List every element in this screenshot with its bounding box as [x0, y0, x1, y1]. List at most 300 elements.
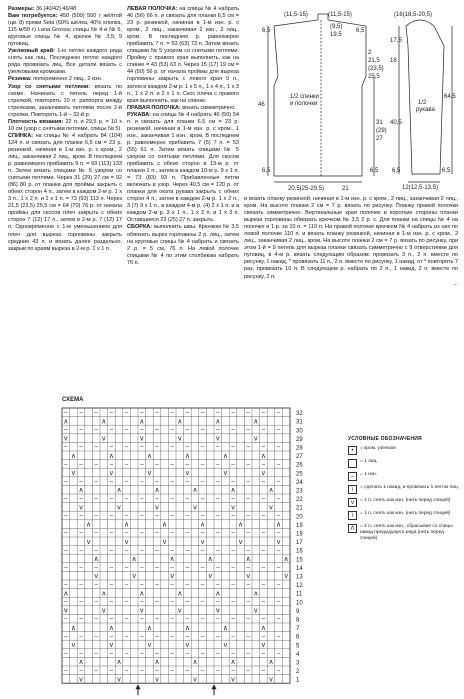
chart-symbol: ∧ — [253, 590, 259, 598]
left-paragraph — [8, 48, 122, 76]
chart-symbol: – — [246, 479, 250, 486]
chart-symbol: – — [231, 582, 235, 589]
chart-symbol: v — [162, 538, 167, 546]
chart-symbol: – — [155, 444, 159, 451]
row-number: 32 — [296, 411, 303, 418]
right-paragraph-end: ... — [453, 280, 458, 287]
chart-symbol: – — [64, 565, 68, 572]
row-number: 19 — [296, 522, 303, 529]
chart-symbol: – — [200, 444, 205, 451]
chart-symbol: – — [79, 599, 83, 606]
chart-symbol: – — [155, 599, 159, 606]
chart-symbol: ∧ — [93, 556, 99, 563]
chart-symbol: v — [238, 538, 243, 546]
left-paragraph — [8, 76, 122, 83]
middle-paragraph — [127, 224, 239, 266]
chart-symbol: – — [140, 427, 144, 434]
chart-symbol: – — [140, 582, 144, 589]
right-text-column — [244, 196, 458, 288]
chart-symbol: – — [79, 633, 83, 640]
legend — [348, 436, 460, 546]
back-outline — [274, 14, 366, 176]
chart-symbol: – — [231, 479, 235, 486]
chart-symbol: ∧ — [78, 487, 84, 495]
chart-symbol: – — [216, 513, 220, 520]
chart-symbol: – — [246, 461, 250, 468]
chart-symbol: – — [170, 565, 174, 572]
chart-symbol: ∧ — [200, 521, 206, 529]
row-number: 31 — [296, 419, 303, 426]
chart-symbol: – — [200, 616, 205, 623]
left-text-column — [8, 6, 122, 253]
chart-symbol: – — [261, 616, 266, 623]
chart-symbol: – — [79, 444, 83, 451]
left-paragraph-text: 22 п. и 29,5 р. = 10 х 10 см (узор с снятыми петлями, спицы № 5). — [8, 118, 122, 132]
chart-symbol: – — [140, 410, 144, 417]
chart-symbol: – — [261, 530, 266, 537]
chart-symbol: – — [94, 547, 98, 554]
chart-symbol: ∧ — [162, 521, 168, 529]
chart-symbol: – — [140, 633, 144, 640]
chart-symbol: ∧ — [146, 452, 152, 460]
legend-text: = 1 изн. — [360, 472, 377, 477]
chart-symbol: – — [64, 410, 68, 417]
chart-symbol: – — [94, 479, 98, 486]
chart-symbol: v — [223, 470, 228, 477]
chart-symbol: – — [261, 461, 266, 468]
chart-symbol: – — [94, 668, 98, 675]
chart-symbol: – — [94, 599, 98, 606]
chart-symbol: – — [79, 651, 83, 658]
chart-symbol: v — [79, 504, 83, 512]
left-paragraph-text: 450 (500) 550 г жёлтой (цв. 8) пряжи Seta (60% шёлка, 40% хлопка, 115 м/50 г) Lana Grossa; спицы № 4 и № 5, круговые спицы № 4, крючок № 3,5; 9 пуговиц. — [8, 13, 122, 48]
chart-symbol: – — [94, 633, 98, 640]
chart-symbol: ∧ — [268, 487, 274, 495]
chart-symbol: ∧ — [268, 659, 274, 667]
middle-paragraph-text: вязать симметрично. — [180, 104, 236, 111]
row-number: 6 — [296, 634, 300, 641]
chart-symbol: – — [231, 668, 235, 675]
back-25-5: 25,5 — [368, 74, 380, 80]
chart-symbol: v — [200, 538, 205, 546]
chart-symbol: ∧ — [276, 521, 282, 529]
chart-symbol: – — [155, 479, 159, 486]
chart-symbol: – — [216, 599, 220, 606]
chart-symbol: – — [94, 410, 98, 417]
middle-paragraph-label: ЛЕВАЯ ПОЛОЧКА: — [127, 6, 178, 12]
chart-symbol: – — [185, 530, 190, 537]
chart-symbol: – — [64, 651, 68, 658]
chart-symbol: – — [200, 582, 205, 589]
chart-symbol: – — [64, 582, 68, 589]
back-width: 20,5(25-29,5) — [288, 186, 325, 191]
chart-symbol: – — [170, 410, 174, 417]
sleeve-bottom-right: 6,5 — [442, 168, 451, 174]
middle-paragraph-text: на спицы № 4 набрать 46 (50) 54 п. и связать для планки 6,5 см = 23 р. резинкой, начиная в 1-м изн. р. с кром., 1 изн., заканчивая 1 изн., кром. В последнем р. равномерно прибавить 7 (5) 7 п. = 53 (55) 61 п. Затем вязать спицами № 5 узором со снятыми петлями. Для скосов прибавить с обеих сторон в 13-м р. от планки 1 п., затем в каждом 10-м р. 9 х 1 п. = 73 (83) 93 п. Прибавленные петли включать в узор. Через 40,5 см = 120 р. от планки для оката рукава закрыть с обеих сторон 4 п., затем в каждом 2-м р. 1 х 2 п., 3 (7) 9 х 1 п., в каждом 4-м р. (4) 2 х 1 п. и в каждом 2-м р. 3 х 1 п., 1 х 2 п. и 1 х 3 п. Оставшиеся 23 (25) 27 п. закрыть. — [127, 111, 239, 224]
chart-symbol: – — [216, 651, 220, 658]
chart-symbol: – — [140, 444, 144, 451]
legend-item — [348, 446, 460, 455]
legend-item — [348, 485, 460, 494]
chart-symbol: – — [94, 496, 98, 503]
middle-paragraph-label: ПРАВАЯ ПОЛОЧКА: — [127, 104, 181, 111]
row-number: 5 — [296, 643, 300, 650]
repeat-arrow — [212, 684, 217, 689]
chart-symbol: v — [170, 573, 174, 581]
chart-symbol: – — [231, 547, 235, 554]
chart-symbol: v — [102, 607, 106, 615]
chart-symbol: ∧ — [124, 521, 130, 529]
chart-symbol: – — [276, 496, 281, 503]
back-shoulder-left: 6,5 — [262, 28, 271, 34]
chart-symbol: – — [276, 427, 281, 434]
chart-symbol: – — [170, 513, 174, 520]
chart-symbol: – — [200, 496, 205, 503]
chart-symbol: – — [79, 410, 83, 417]
chart-symbol: – — [94, 461, 98, 468]
sleeve-40-5: 40,5 — [390, 120, 402, 126]
chart-symbol: v — [208, 573, 212, 581]
chart-symbol: – — [155, 616, 159, 623]
chart-symbol: – — [246, 444, 250, 451]
chart-symbol: – — [94, 444, 98, 451]
chart-symbol: – — [94, 582, 98, 589]
chart-symbol: – — [261, 599, 266, 606]
chart-symbol: – — [140, 547, 144, 554]
chart-symbol: – — [79, 530, 83, 537]
legend-text: = 1 п. снять как изн., сбрасывая со спицы накид предыдущего ряда (нить перед спицей) — [360, 524, 453, 541]
chart-symbol: – — [185, 668, 190, 675]
legend-symbol — [348, 459, 357, 468]
chart-symbol: – — [140, 599, 144, 606]
chart-symbol: v — [109, 642, 114, 649]
row-number: 3 — [296, 660, 300, 667]
row-number: 24 — [296, 479, 303, 486]
chart-symbol: – — [79, 668, 83, 675]
chart-symbol: – — [185, 496, 190, 503]
row-number: 4 — [296, 651, 300, 658]
sleeve-outline — [406, 20, 444, 174]
sleeve-bottom-left: 6,5 — [392, 168, 401, 174]
chart-symbol: ∧ — [238, 521, 244, 529]
sleeve-mid: 1/2 — [418, 100, 427, 106]
chart-symbol: – — [155, 668, 159, 675]
chart-symbol: – — [185, 461, 190, 468]
chart-symbol: – — [276, 616, 281, 623]
chart-symbol: – — [261, 565, 266, 572]
chart-symbol: – — [64, 427, 68, 434]
back-23-5: (23,5) — [368, 66, 384, 72]
left-paragraph-label: Размеры: — [8, 6, 35, 12]
chart-symbol: – — [170, 479, 174, 486]
chart-symbol: v — [64, 435, 68, 443]
chart-symbol: – — [79, 513, 83, 520]
chart-symbol: – — [276, 530, 281, 537]
chart-symbol: ∧ — [116, 487, 122, 495]
chart-symbol: ∧ — [177, 590, 183, 598]
chart-symbol: – — [64, 633, 68, 640]
chart-symbol: – — [200, 479, 205, 486]
chart-symbol: – — [216, 530, 220, 537]
chart-symbol: ∧ — [215, 418, 221, 426]
repeat-arrow — [136, 684, 141, 689]
chart-symbol: – — [261, 427, 266, 434]
chart-symbol: ∧ — [116, 659, 122, 667]
chart-symbol: – — [246, 668, 250, 675]
chart-symbol: – — [246, 616, 250, 623]
chart-symbol: v — [269, 504, 273, 512]
sleeve-18: 18 — [390, 58, 397, 64]
chart-symbol: – — [124, 461, 129, 468]
chart-symbol: – — [200, 513, 205, 520]
row-number: 17 — [296, 540, 303, 547]
chart-symbol: – — [276, 599, 281, 606]
chart-symbol: – — [185, 444, 190, 451]
chart-symbol: – — [140, 479, 144, 486]
chart-symbol: – — [155, 461, 159, 468]
chart-symbol: – — [170, 582, 174, 589]
knitting-chart — [60, 406, 322, 696]
chart-symbol: v — [261, 642, 266, 649]
chart-symbol: v — [178, 435, 182, 443]
legend-title: УСЛОВНЫЕ ОБОЗНАЧЕНИЯ — [348, 436, 422, 442]
legend-symbol: \ — [348, 511, 357, 520]
chart-symbol: v — [231, 504, 235, 512]
chart-symbol: – — [79, 496, 83, 503]
legend-items — [348, 446, 460, 542]
back-right-width: 21 — [342, 186, 349, 191]
chart-symbol: ∧ — [63, 418, 69, 426]
row-number: 22 — [296, 497, 303, 504]
chart-symbol: ∧ — [169, 556, 175, 563]
back-46: 46 — [258, 102, 265, 108]
chart-symbol: v — [155, 676, 159, 684]
sleeve-length: 64,5 — [444, 94, 456, 100]
chart-symbol: – — [231, 461, 235, 468]
chart-symbol: – — [79, 565, 83, 572]
row-number: 28 — [296, 445, 303, 452]
left-paragraph-label: Узелковый край: — [8, 48, 55, 55]
chart-symbol: – — [200, 651, 205, 658]
chart-symbol: v — [71, 642, 76, 649]
chart-symbol: v — [147, 470, 152, 477]
chart-symbol: – — [200, 427, 205, 434]
chart-symbol: – — [261, 582, 266, 589]
chart-symbol: – — [155, 427, 159, 434]
chart-symbol: – — [170, 427, 174, 434]
chart-symbol: – — [109, 668, 114, 675]
chart-symbol: – — [276, 668, 281, 675]
back-neck-label: (9,5) — [330, 24, 343, 30]
middle-paragraph — [127, 112, 239, 225]
back-label-1: 1/2 спинки — [290, 94, 319, 100]
chart-symbol: ∧ — [101, 418, 107, 426]
chart-symbol: – — [109, 547, 114, 554]
chart-symbol: ∧ — [63, 590, 69, 598]
chart-symbol: – — [64, 547, 68, 554]
chart-symbol: v — [185, 642, 190, 649]
chart-symbol: v — [193, 676, 197, 684]
chart-symbol: – — [109, 565, 114, 572]
chart-symbol: – — [109, 496, 114, 503]
chart-symbol: ∧ — [177, 418, 183, 426]
chart-symbol: v — [147, 642, 152, 649]
chart-symbol: – — [246, 633, 250, 640]
chart-symbol: ∧ — [184, 452, 190, 460]
back-21-5: 21,5 — [368, 58, 380, 64]
chart-symbol: v — [79, 676, 83, 684]
chart-symbol: v — [117, 676, 121, 684]
chart-symbol: – — [276, 651, 281, 658]
row-number: 7 — [296, 626, 300, 633]
chart-symbol: – — [124, 427, 129, 434]
chart-symbol: – — [140, 496, 144, 503]
chart-symbol: – — [124, 444, 129, 451]
chart-symbol: – — [185, 616, 190, 623]
chart-symbol: – — [124, 599, 129, 606]
left-paragraph — [8, 133, 122, 253]
chart-symbol: – — [185, 582, 190, 589]
left-paragraph — [8, 119, 122, 133]
chart-symbol: – — [64, 444, 68, 451]
row-number: 20 — [296, 514, 303, 521]
back-shoulder-right: 6,5 — [356, 28, 365, 34]
chart-symbol: v — [193, 504, 197, 512]
chart-symbol: – — [109, 479, 114, 486]
back-31: 31 — [376, 120, 383, 126]
chart-symbol: – — [109, 651, 114, 658]
chart-symbol: – — [124, 668, 129, 675]
chart-symbol: ∧ — [192, 659, 198, 667]
chart-symbol: – — [231, 444, 235, 451]
middle-paragraph-label: РУКАВА: — [127, 111, 151, 118]
chart-symbol: – — [185, 410, 190, 417]
chart-symbol: ∧ — [230, 487, 236, 495]
chart-symbol: v — [223, 642, 228, 649]
row-number: 16 — [296, 548, 303, 555]
chart-symbol: – — [124, 530, 129, 537]
middle-paragraph — [127, 6, 239, 105]
chart-symbol: – — [185, 479, 190, 486]
chart-symbol: – — [216, 496, 220, 503]
chart-symbol: – — [231, 651, 235, 658]
chart-symbol: – — [246, 530, 250, 537]
chart-symbol: – — [170, 530, 174, 537]
chart-symbol: v — [276, 538, 281, 546]
chart-symbol: – — [231, 427, 235, 434]
chart-symbol: v — [109, 470, 114, 477]
chart-symbol: – — [124, 496, 129, 503]
left-paragraph-text: 36 (40/42) 46/48 — [34, 6, 77, 12]
chart-symbol: – — [200, 668, 205, 675]
chart-symbol: – — [109, 530, 114, 537]
left-paragraph-text: вязать по схеме. Начинать с петель перед 1-й стрелкой, повторять 10 п. раппорта между стрелками, заканчивать петлями после 2-й стрелки. Повторять 1-й – 32-й р. — [8, 83, 122, 118]
chart-symbol: ∧ — [70, 452, 76, 460]
chart-symbol: – — [124, 651, 129, 658]
chart-symbol: – — [246, 496, 250, 503]
chart-symbol: – — [124, 410, 129, 417]
row-number: 8 — [296, 617, 300, 624]
chart-symbol: – — [276, 547, 281, 554]
chart-symbol: – — [124, 513, 129, 520]
back-top-label: (11,5-15) — [328, 12, 352, 18]
legend-text: = 1 лиц. — [360, 459, 378, 464]
middle-paragraph — [127, 105, 239, 112]
chart-symbol: – — [276, 479, 281, 486]
chart-symbol: – — [185, 565, 190, 572]
sleeve-mid2: рукава — [416, 107, 435, 113]
row-number: 9 — [296, 608, 300, 615]
chart-symbol: – — [231, 565, 235, 572]
legend-symbol: Λ — [348, 524, 357, 533]
chart-symbol: ∧ — [192, 487, 198, 495]
chart-symbol: – — [276, 582, 281, 589]
legend-symbol: v — [348, 498, 357, 507]
legend-item — [348, 459, 460, 468]
chart-symbol: – — [64, 616, 68, 623]
chart-symbol: – — [170, 633, 174, 640]
chart-symbol: – — [140, 565, 144, 572]
chart-symbol: ∧ — [139, 590, 145, 598]
chart-symbol: ∧ — [101, 590, 107, 598]
row-number: 11 — [296, 591, 303, 598]
chart-symbol: – — [216, 616, 220, 623]
chart-symbol: – — [246, 565, 250, 572]
middle-paragraph-label: СБОРКА: — [127, 224, 153, 231]
back-29: (29) — [376, 128, 387, 134]
chart-symbol: v — [185, 470, 190, 477]
chart-symbol: – — [185, 513, 190, 520]
chart-symbol: v — [140, 435, 144, 443]
chart-symbol: v — [231, 676, 235, 684]
chart-symbol: – — [246, 410, 250, 417]
chart-symbol: – — [170, 461, 174, 468]
chart-symbol: ∧ — [78, 659, 84, 667]
row-number: 15 — [296, 557, 303, 564]
chart-symbol: – — [124, 479, 129, 486]
chart-symbol: ∧ — [215, 590, 221, 598]
row-number: 2 — [296, 669, 300, 676]
chart-symbol: – — [79, 427, 83, 434]
row-number: 18 — [296, 531, 303, 538]
back-top-left-label: (11,5-15) — [284, 12, 308, 18]
chart-symbol: ∧ — [222, 624, 228, 632]
chart-symbol: – — [200, 547, 205, 554]
legend-item — [348, 498, 460, 507]
chart-symbol: ∧ — [230, 659, 236, 667]
chart-symbol: – — [216, 582, 220, 589]
chart-symbol: – — [246, 599, 250, 606]
legend-item — [348, 511, 460, 520]
chart-symbol: – — [261, 513, 266, 520]
chart-symbol: ∧ — [154, 487, 160, 495]
chart-symbol: v — [269, 676, 273, 684]
row-number: 23 — [296, 488, 303, 495]
back-neck-mid: 19,5 — [330, 32, 342, 38]
legend-symbol: • — [348, 446, 357, 455]
chart-symbol: – — [216, 461, 220, 468]
row-number: 1 — [296, 677, 300, 684]
chart-symbol: – — [246, 582, 250, 589]
legend-text: = кром. узелком — [360, 446, 396, 451]
left-paragraph-text: на спицы № 4 набрать 84 (104) 124 п. и связать для планки 6,5 см = 23 р. резинкой, начиная в 1-м изн. р. с кром., 2 лиц., заканчивая 2 лиц., кром. В последнем р. равномерно прибавить 9 п. = 93 (113) 133 п. Затем вязать спицами № 5 узором со снятыми петлями. Через 31 (29) 27 см = 92 (86) 80 р. от планки для проймы закрыть с обеих сторон 4 п., затем в каждом 2-м р. 1 х 3 п., 1 х 2 п. и 1 х 1 п. = 73 (93) 113 п. Через 21,5 (23,5) 25,5 см = 64 (70) 76 р. от начала проймы для скосов плеч закрыть с обеих сторон 7 (12) 17 п., затем в 2-м р. 7 (12) 17 п. Одновременно с 1-м уменьшением для плеч для выреза горловины закрыть средние 43 п. и вязать далее раздельно, закрыв по краям выреза в 2-м р. 1 х 1 п. — [8, 132, 122, 252]
left-paragraph-label: Резинка: — [8, 76, 32, 83]
chart-symbol: – — [124, 547, 129, 554]
chart-symbol: – — [276, 444, 281, 451]
chart-symbol: – — [276, 565, 281, 572]
chart-symbol: – — [170, 547, 174, 554]
chart-symbol: – — [216, 479, 220, 486]
